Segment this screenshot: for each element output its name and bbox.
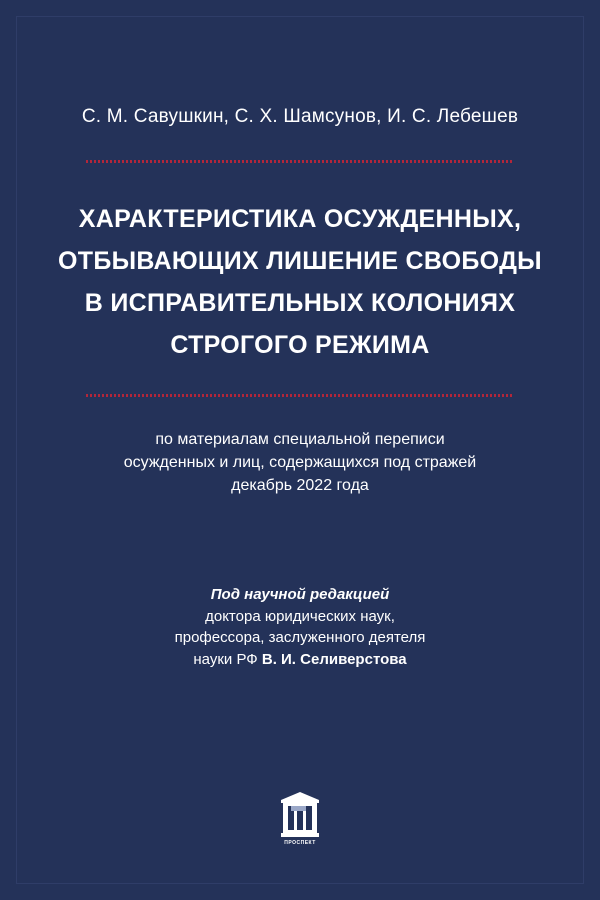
editor-line: профессора, заслуженного деятеля <box>174 629 426 646</box>
bottom-dotted-rule <box>86 394 514 397</box>
top-dotted-rule <box>86 160 514 163</box>
editor-line: доктора юридических наук, <box>205 607 395 625</box>
authors: С. М. Савушкин, С. Х. Шамсунов, И. С. Лебешев <box>81 106 519 127</box>
subtitle-line: по материалам специальной переписи <box>155 431 445 448</box>
subtitle-line: осужденных и лиц, содержащихся под стражей <box>123 454 477 471</box>
title-line: В ИСПРАВИТЕЛЬНЫХ КОЛОНИЯХ <box>84 289 516 317</box>
prospekt-logo-icon <box>279 791 321 839</box>
title-line: ОТБЫВАЮЩИХ ЛИШЕНИЕ СВОБОДЫ <box>58 247 542 275</box>
editor-line-prefix: науки РФ <box>193 650 262 668</box>
editor-block <box>40 584 560 670</box>
editor-line <box>40 649 560 671</box>
subtitle <box>40 428 560 497</box>
title-line: СТРОГОГО РЕЖИМА <box>170 331 430 359</box>
publisher-logo-text: ПРОСПЕКТ <box>284 840 316 846</box>
editor-lead: Под научной редакцией <box>210 586 390 603</box>
book-title <box>40 198 560 366</box>
subtitle-line: декабрь 2022 года <box>231 477 369 494</box>
title-line: ХАРАКТЕРИСТИКА ОСУЖДЕННЫХ, <box>78 205 522 233</box>
editor-name: В. И. Селиверстова <box>261 650 407 668</box>
